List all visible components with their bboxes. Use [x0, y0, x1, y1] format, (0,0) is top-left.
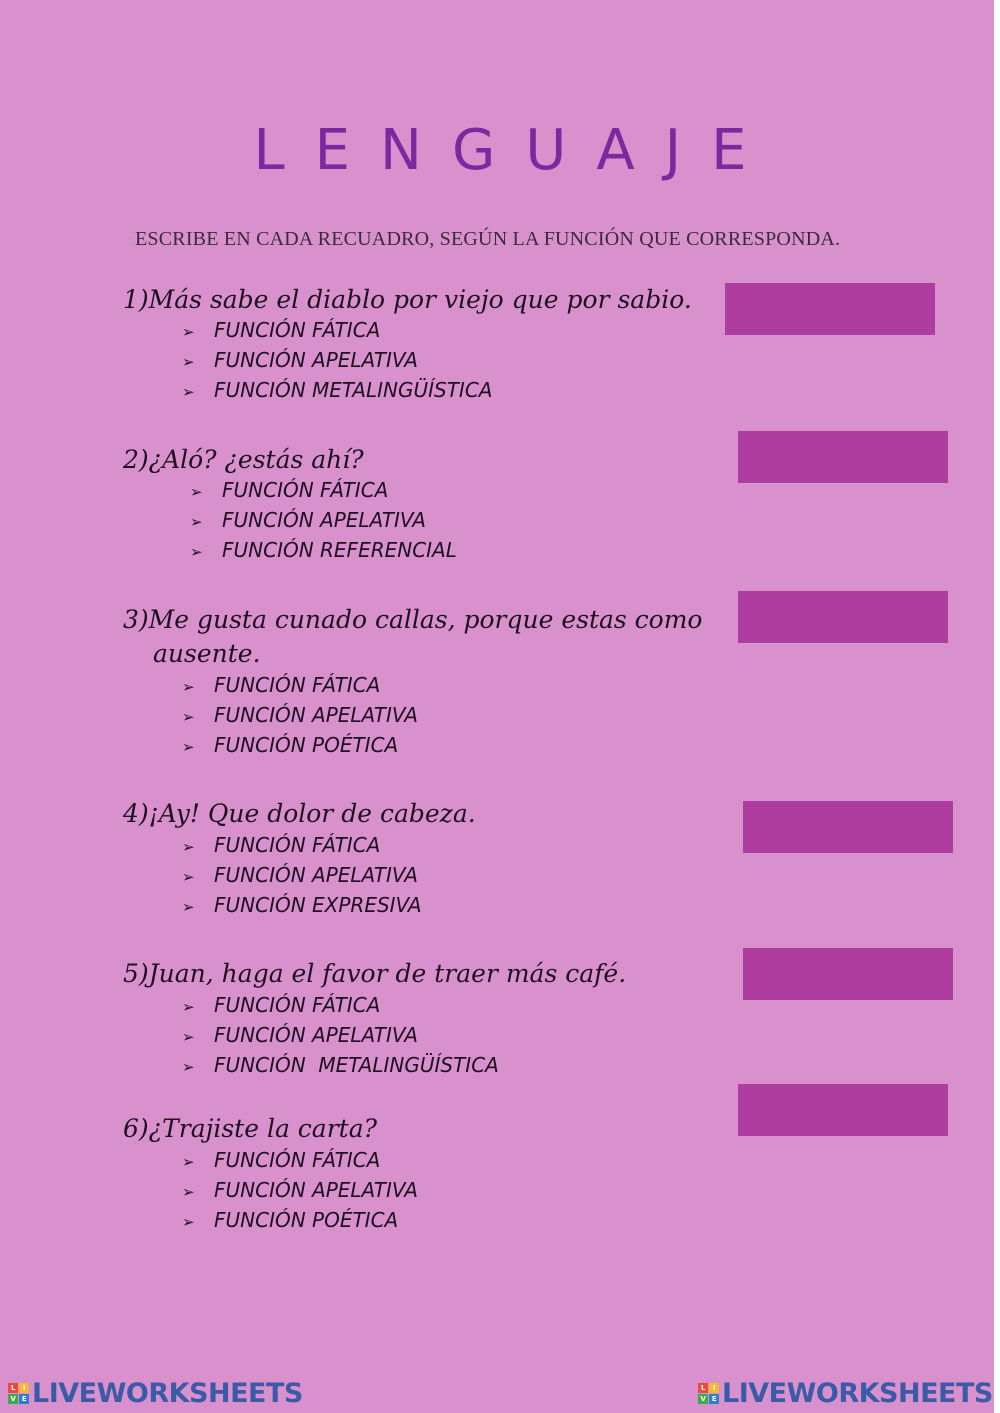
question-1-options — [182, 315, 492, 405]
liveworksheets-logo-icon: L I V E — [698, 1383, 719, 1404]
option-item: ➢ FUNCIÓN POÉTICA — [182, 1205, 418, 1235]
arrow-bullet-icon: ➢ — [182, 1153, 195, 1171]
option-item: ➢ FUNCIÓN APELATIVA — [190, 505, 457, 535]
footer-brand-text: LIVEWORKSHEETS — [32, 1378, 303, 1409]
arrow-bullet-icon: ➢ — [182, 353, 195, 371]
arrow-bullet-icon: ➢ — [190, 513, 203, 531]
option-item: ➢ FUNCIÓN FÁTICA — [182, 830, 422, 860]
arrow-bullet-icon: ➢ — [182, 323, 195, 341]
arrow-bullet-icon: ➢ — [182, 678, 195, 696]
option-item: ➢ FUNCIÓN APELATIVA — [182, 700, 418, 730]
question-3-text: 3)Me gusta cunado callas, porque estas como — [123, 605, 703, 634]
option-item: ➢ FUNCIÓN METALINGÜÍSTICA — [182, 375, 492, 405]
option-item: ➢ FUNCIÓN APELATIVA — [182, 860, 422, 890]
answer-box-3[interactable] — [738, 591, 948, 643]
arrow-bullet-icon: ➢ — [182, 1058, 195, 1076]
page-title: LENGUAJE — [253, 118, 777, 183]
liveworksheets-logo-icon: L I V E — [8, 1383, 29, 1404]
question-3-options — [182, 670, 418, 760]
arrow-bullet-icon: ➢ — [182, 1213, 195, 1231]
arrow-bullet-icon: ➢ — [182, 898, 195, 916]
arrow-bullet-icon: ➢ — [182, 1028, 195, 1046]
question-3-text-continued: ausente. — [153, 639, 261, 668]
footer-logo-right[interactable] — [698, 1378, 993, 1409]
arrow-bullet-icon: ➢ — [182, 998, 195, 1016]
arrow-bullet-icon: ➢ — [190, 543, 203, 561]
answer-box-4[interactable] — [743, 801, 953, 853]
arrow-bullet-icon: ➢ — [182, 838, 195, 856]
option-item: ➢ FUNCIÓN FÁTICA — [182, 1145, 418, 1175]
option-item: ➢ FUNCIÓN APELATIVA — [182, 345, 492, 375]
arrow-bullet-icon: ➢ — [190, 483, 203, 501]
answer-box-2[interactable] — [738, 431, 948, 483]
question-6-text: 6)¿Trajiste la carta? — [123, 1114, 378, 1143]
option-item: ➢ FUNCIÓN APELATIVA — [182, 1020, 499, 1050]
question-4-text: 4)¡Ay! Que dolor de cabeza. — [123, 799, 476, 828]
option-item: ➢ FUNCIÓN FÁTICA — [182, 670, 418, 700]
footer-brand-text: LIVEWORKSHEETS — [722, 1378, 993, 1409]
arrow-bullet-icon: ➢ — [182, 383, 195, 401]
question-5-text: 5)Juan, haga el favor de traer más café. — [123, 959, 627, 988]
arrow-bullet-icon: ➢ — [182, 738, 195, 756]
arrow-bullet-icon: ➢ — [182, 1183, 195, 1201]
option-item: ➢ FUNCIÓN POÉTICA — [182, 730, 418, 760]
footer-logo-left[interactable] — [8, 1378, 303, 1409]
arrow-bullet-icon: ➢ — [182, 708, 195, 726]
question-1-text: 1)Más sabe el diablo por viejo que por sabio. — [123, 285, 692, 314]
option-item: ➢ FUNCIÓN METALINGÜÍSTICA — [182, 1050, 499, 1080]
question-2-text: 2)¿Aló? ¿estás ahí? — [123, 445, 364, 474]
answer-box-6[interactable] — [738, 1084, 948, 1136]
answer-box-5[interactable] — [743, 948, 953, 1000]
option-item: ➢ FUNCIÓN FÁTICA — [190, 475, 457, 505]
option-item: ➢ FUNCIÓN EXPRESIVA — [182, 890, 422, 920]
option-item: ➢ FUNCIÓN APELATIVA — [182, 1175, 418, 1205]
answer-box-1[interactable] — [725, 283, 935, 335]
option-item: ➢ FUNCIÓN FÁTICA — [182, 315, 492, 345]
option-item: ➢ FUNCIÓN FÁTICA — [182, 990, 499, 1020]
question-6-options — [182, 1145, 418, 1235]
option-item: ➢ FUNCIÓN REFERENCIAL — [190, 535, 457, 565]
question-5-options — [182, 990, 499, 1080]
arrow-bullet-icon: ➢ — [182, 868, 195, 886]
question-2-options — [190, 475, 457, 565]
instruction-text: ESCRIBE EN CADA RECUADRO, SEGÚN LA FUNCIÓN QUE CORRESPONDA. — [135, 228, 841, 250]
question-4-options — [182, 830, 422, 920]
